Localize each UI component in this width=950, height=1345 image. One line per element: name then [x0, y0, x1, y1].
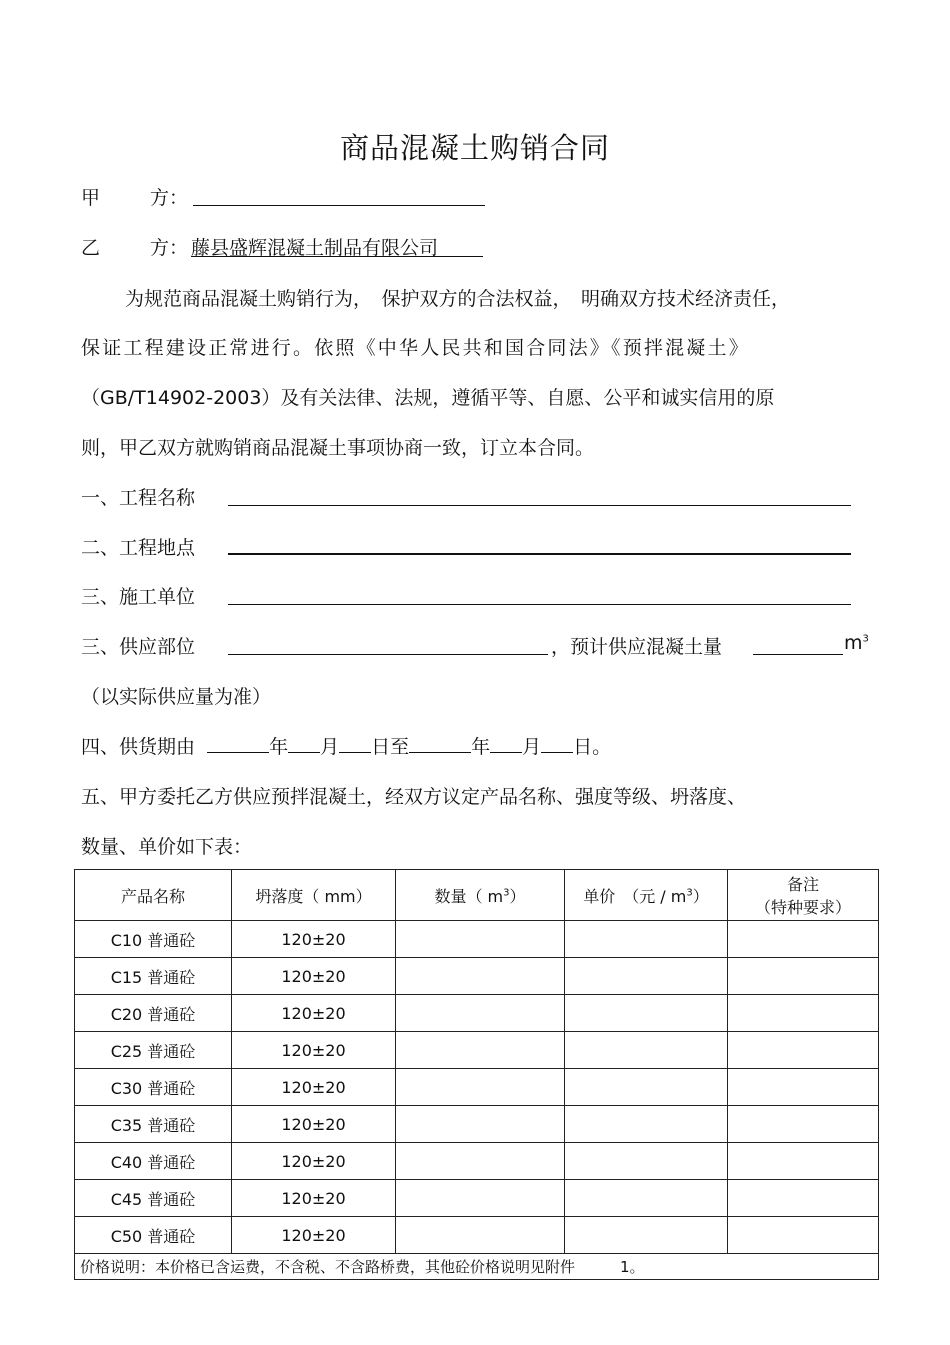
project-location-label: 二、工程地点 [81, 537, 196, 559]
actual-supply-note: （以实际供应量为准） [81, 686, 272, 708]
price-cell[interactable] [565, 1069, 728, 1106]
start-month-blank[interactable] [288, 732, 320, 753]
volume-unit: $m^3$ [844, 632, 869, 654]
price-cell[interactable] [565, 1143, 728, 1180]
table-row [75, 1143, 879, 1180]
quantity-cell[interactable] [396, 1143, 565, 1180]
table-row [75, 958, 879, 995]
price-note: 价格说明：本价格已含运费，不含税、不含路桥费，其他砼价格说明见附件 1。 [75, 1254, 879, 1280]
slump-cell: 120±20 [232, 995, 396, 1032]
estimate-label: ，预计供应混凝土量 [551, 636, 723, 658]
party-a-blank[interactable] [193, 205, 485, 206]
price-cell[interactable] [565, 958, 728, 995]
quantity-cell[interactable] [396, 1217, 565, 1254]
project-location-blank[interactable] [228, 553, 851, 555]
clause5-line-1: 五、甲方委托乙方供应预拌混凝土，经双方议定产品名称、强度等级、坍落度、 [81, 786, 747, 808]
price-note-row [75, 1254, 879, 1280]
slump-cell: 120±20 [232, 1217, 396, 1254]
slump-cell: 120±20 [232, 1106, 396, 1143]
remark-cell[interactable] [728, 1180, 879, 1217]
price-cell[interactable] [565, 1217, 728, 1254]
product-cell: C35 普通砼 [75, 1106, 232, 1143]
product-cell: C40 普通砼 [75, 1143, 232, 1180]
page-title: 商品混凝土购销合同 [339, 131, 610, 165]
preamble-line-3: （GB/T14902-2003）及有关法律、法规，遵循平等、自愿、公平和诚实信用的原 [81, 387, 775, 409]
product-cell: C10 普通砼 [75, 921, 232, 958]
quantity-cell[interactable] [396, 1069, 565, 1106]
slump-cell: 120±20 [232, 921, 396, 958]
remark-cell[interactable] [728, 1143, 879, 1180]
start-year-blank[interactable] [207, 732, 269, 753]
remark-cell[interactable] [728, 1032, 879, 1069]
end-day-blank[interactable] [541, 732, 573, 753]
preamble-line-2: 保证工程建设正常进行。依照《中华人民共和国合同法》《预拌混凝土》 [81, 337, 750, 359]
quantity-cell[interactable] [396, 1180, 565, 1217]
slump-cell: 120±20 [232, 958, 396, 995]
product-cell: C15 普通砼 [75, 958, 232, 995]
remark-cell[interactable] [728, 1217, 879, 1254]
slump-cell: 120±20 [232, 1032, 396, 1069]
remark-cell[interactable] [728, 921, 879, 958]
party-b-name: 藤县盛辉混凝土制品有限公司 [191, 237, 439, 259]
product-cell: C50 普通砼 [75, 1217, 232, 1254]
quantity-cell[interactable] [396, 1032, 565, 1069]
quantity-cell[interactable] [396, 995, 565, 1032]
party-b-label: 方： [150, 237, 189, 259]
slump-cell: 120±20 [232, 1069, 396, 1106]
table-row [75, 1032, 879, 1069]
quantity-cell[interactable] [396, 921, 565, 958]
table-row [75, 921, 879, 958]
slump-cell: 120±20 [232, 1143, 396, 1180]
preamble-line-4: 则，甲乙双方就购销商品混凝土事项协商一致，订立本合同。 [81, 437, 595, 459]
product-cell: C30 普通砼 [75, 1069, 232, 1106]
preamble-line-1: 为规范商品混凝土购销行为， 保护双方的合法权益， 明确双方技术经济责任， [125, 288, 791, 310]
volume-blank[interactable] [753, 654, 843, 655]
party-b-underline [191, 256, 483, 257]
table-row [75, 1106, 879, 1143]
price-cell[interactable] [565, 995, 728, 1032]
project-name-blank[interactable] [228, 505, 851, 506]
party-b-label-char1: 乙 [81, 237, 101, 259]
product-cell: C45 普通砼 [75, 1180, 232, 1217]
table-row [75, 1180, 879, 1217]
header-price: 单价 （元 / $m^3$） [565, 870, 728, 921]
price-cell[interactable] [565, 1032, 728, 1069]
quantity-cell[interactable] [396, 958, 565, 995]
remark-cell[interactable] [728, 995, 879, 1032]
price-table [74, 869, 879, 1280]
slump-cell: 120±20 [232, 1180, 396, 1217]
header-quantity: 数量（ $m^3$） [396, 870, 565, 921]
product-cell: C20 普通砼 [75, 995, 232, 1032]
price-cell[interactable] [565, 921, 728, 958]
price-cell[interactable] [565, 1180, 728, 1217]
party-a-label-char1: 甲 [81, 187, 101, 209]
remark-cell[interactable] [728, 1069, 879, 1106]
table-row [75, 1069, 879, 1106]
product-cell: C25 普通砼 [75, 1032, 232, 1069]
table-row [75, 1217, 879, 1254]
table-row [75, 995, 879, 1032]
clause5-line-2: 数量、单价如下表： [81, 836, 253, 858]
period-label: 四、供货期由 年 月 日至 年 月 日。 [81, 732, 611, 759]
end-year-blank[interactable] [409, 732, 471, 753]
project-name-label: 一、工程名称 [81, 487, 196, 509]
quantity-cell[interactable] [396, 1106, 565, 1143]
price-cell[interactable] [565, 1106, 728, 1143]
table-header-row [75, 870, 879, 921]
supply-part-blank[interactable] [228, 654, 548, 655]
construction-unit-label: 三、施工单位 [81, 586, 196, 608]
supply-part-label: 三、供应部位 [81, 636, 196, 658]
header-product: 产品名称 [75, 870, 232, 921]
header-remark: 备注 （特种要求） [728, 870, 879, 921]
remark-cell[interactable] [728, 958, 879, 995]
end-month-blank[interactable] [490, 732, 522, 753]
header-slump: 坍落度（ mm） [232, 870, 396, 921]
construction-unit-blank[interactable] [228, 604, 851, 605]
party-a-label: 方： [150, 187, 189, 209]
start-day-blank[interactable] [339, 732, 371, 753]
remark-cell[interactable] [728, 1106, 879, 1143]
